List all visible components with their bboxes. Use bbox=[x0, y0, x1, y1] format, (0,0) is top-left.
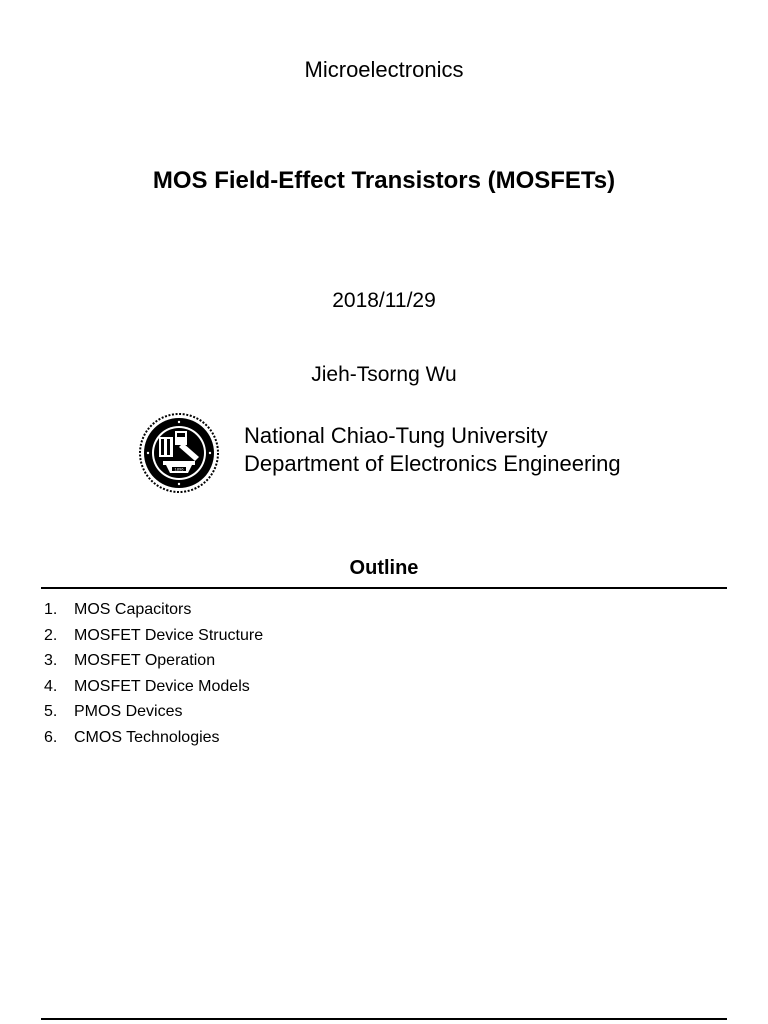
outline-item-number: 5. bbox=[44, 703, 58, 721]
svg-text:1896: 1896 bbox=[174, 466, 184, 472]
department-name: Department of Electronics Engineering bbox=[244, 451, 621, 476]
lecture-date: 2018/11/29 bbox=[332, 289, 436, 312]
outline-item-label: PMOS Devices bbox=[74, 703, 183, 721]
outline-list bbox=[44, 597, 263, 751]
university-seal-icon bbox=[139, 413, 219, 493]
outline-item-label: MOSFET Device Models bbox=[74, 677, 250, 695]
outline-item bbox=[44, 648, 263, 674]
outline-item-number: 1. bbox=[44, 601, 58, 618]
course-subject: Microelectronics bbox=[304, 57, 464, 82]
author-name: Jieh-Tsorng Wu bbox=[311, 363, 457, 386]
outline-item-label: CMOS Technologies bbox=[74, 728, 220, 746]
outline-item-label: MOSFET Device Structure bbox=[74, 626, 264, 644]
page-bottom-divider bbox=[41, 1018, 727, 1020]
university-name: National Chiao-Tung University bbox=[244, 423, 548, 448]
outline-item-label: MOSFET Operation bbox=[74, 652, 216, 670]
outline-item bbox=[44, 725, 263, 751]
outline-item-number: 6. bbox=[44, 728, 58, 746]
outline-heading: Outline bbox=[349, 557, 419, 579]
outline-item-label: MOS Capacitors bbox=[74, 601, 192, 618]
outline-item-number: 4. bbox=[44, 677, 58, 695]
outline-item-number: 2. bbox=[44, 626, 58, 644]
outline-item bbox=[44, 623, 263, 649]
outline-item bbox=[44, 597, 263, 623]
outline-top-divider bbox=[41, 587, 727, 589]
outline-item bbox=[44, 674, 263, 700]
page-title: MOS Field-Effect Transistors (MOSFETs) bbox=[152, 167, 616, 194]
outline-item bbox=[44, 699, 263, 725]
outline-item-number: 3. bbox=[44, 652, 58, 670]
